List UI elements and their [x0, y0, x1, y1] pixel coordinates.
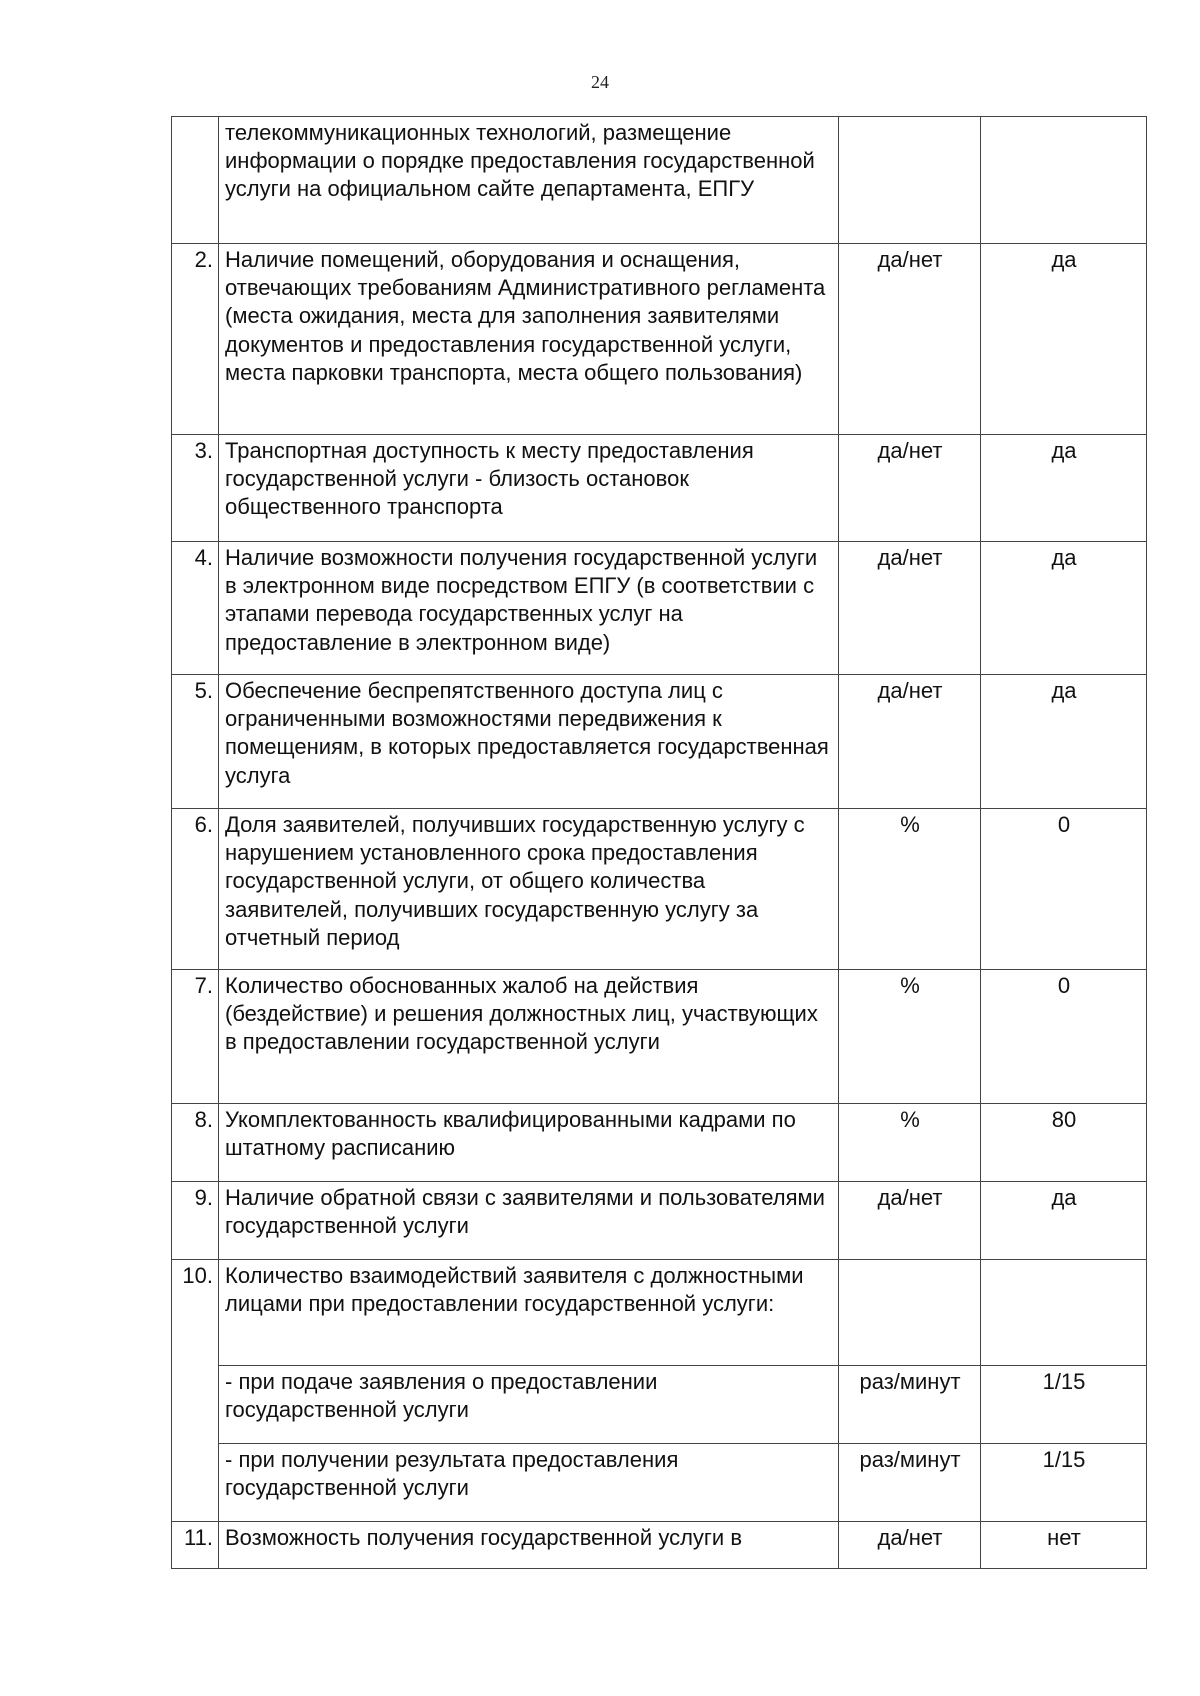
row-unit: [839, 117, 981, 244]
row-unit: да/нет: [839, 675, 981, 809]
row-description: Возможность получения государственной услуги в: [219, 1522, 839, 1569]
row-description: Наличие обратной связи с заявителями и пользователями государственной услуги: [219, 1182, 839, 1260]
row-description: Количество взаимодействий заявителя с должностными лицами при предоставлении государственной услуги:: [219, 1260, 839, 1366]
table-subrow: [172, 1444, 1147, 1522]
row-unit: да/нет: [839, 1182, 981, 1260]
row-description: Наличие помещений, оборудования и оснащения, отвечающих требованиям Административного регламента (места ожидания, места для заполнения заявителями документов и предоставления государственной услуги, места парковки транспорта, места общего пользования): [219, 244, 839, 435]
table-row: [172, 675, 1147, 809]
indicators-table: [171, 116, 1147, 1569]
row-number: [172, 117, 219, 244]
row-description: Доля заявителей, получивших государственную услугу с нарушением установленного срока предоставления государственной услуги, от общего количества заявителей, получивших государственную услугу за отчетный период: [219, 809, 839, 970]
table-subrow: [172, 1366, 1147, 1444]
row-value: да: [981, 435, 1147, 542]
row-unit: %: [839, 1104, 981, 1182]
row-value: да: [981, 675, 1147, 809]
subrow-description: - при подаче заявления о предоставлении государственной услуги: [219, 1366, 839, 1444]
table-row: [172, 542, 1147, 675]
row-value: да: [981, 244, 1147, 435]
row-number: 9.: [172, 1182, 219, 1260]
row-unit: да/нет: [839, 1522, 981, 1569]
row-unit: [839, 1260, 981, 1366]
subrow-value: 1/15: [981, 1366, 1147, 1444]
row-value: 80: [981, 1104, 1147, 1182]
subrow-unit: раз/минут: [839, 1366, 981, 1444]
row-description: Количество обоснованных жалоб на действия (бездействие) и решения должностных лиц, участвующих в предоставлении государственной услуги: [219, 970, 839, 1104]
row-value: [981, 117, 1147, 244]
table-row: [172, 1260, 1147, 1366]
row-description: Укомплектованность квалифицированными кадрами по штатному расписанию: [219, 1104, 839, 1182]
row-value: [981, 1260, 1147, 1366]
table-row: [172, 1182, 1147, 1260]
row-description: Наличие возможности получения государственной услуги в электронном виде посредством ЕПГУ (в соответствии с этапами перевода государственных услуг на предоставление в электронном виде): [219, 542, 839, 675]
row-number: 8.: [172, 1104, 219, 1182]
row-description: телекоммуникационных технологий, размещение информации о порядке предоставления государственной услуги на официальном сайте департамента, ЕПГУ: [219, 117, 839, 244]
row-unit: да/нет: [839, 542, 981, 675]
table-row: [172, 1522, 1147, 1569]
table-row: [172, 435, 1147, 542]
row-unit: да/нет: [839, 435, 981, 542]
row-value: 0: [981, 970, 1147, 1104]
row-number: 10.: [172, 1260, 219, 1522]
row-number: 3.: [172, 435, 219, 542]
table-row: [172, 244, 1147, 435]
row-number: 4.: [172, 542, 219, 675]
subrow-value: 1/15: [981, 1444, 1147, 1522]
table-row: [172, 970, 1147, 1104]
row-value: нет: [981, 1522, 1147, 1569]
table-row: [172, 809, 1147, 970]
row-number: 5.: [172, 675, 219, 809]
subrow-unit: раз/минут: [839, 1444, 981, 1522]
row-value: да: [981, 1182, 1147, 1260]
page-number: 24: [591, 72, 609, 92]
subrow-description: - при получении результата предоставления государственной услуги: [219, 1444, 839, 1522]
row-description: Транспортная доступность к месту предоставления государственной услуги - близость остановок общественного транспорта: [219, 435, 839, 542]
row-value: 0: [981, 809, 1147, 970]
row-value: да: [981, 542, 1147, 675]
row-number: 7.: [172, 970, 219, 1104]
row-unit: %: [839, 809, 981, 970]
row-unit: да/нет: [839, 244, 981, 435]
table-row: [172, 117, 1147, 244]
row-description: Обеспечение беспрепятственного доступа лиц с ограниченными возможностями передвижения к помещениям, в которых предоставляется государственная услуга: [219, 675, 839, 809]
row-number: 2.: [172, 244, 219, 435]
row-number: 6.: [172, 809, 219, 970]
row-unit: %: [839, 970, 981, 1104]
row-number: 11.: [172, 1522, 219, 1569]
table-row: [172, 1104, 1147, 1182]
